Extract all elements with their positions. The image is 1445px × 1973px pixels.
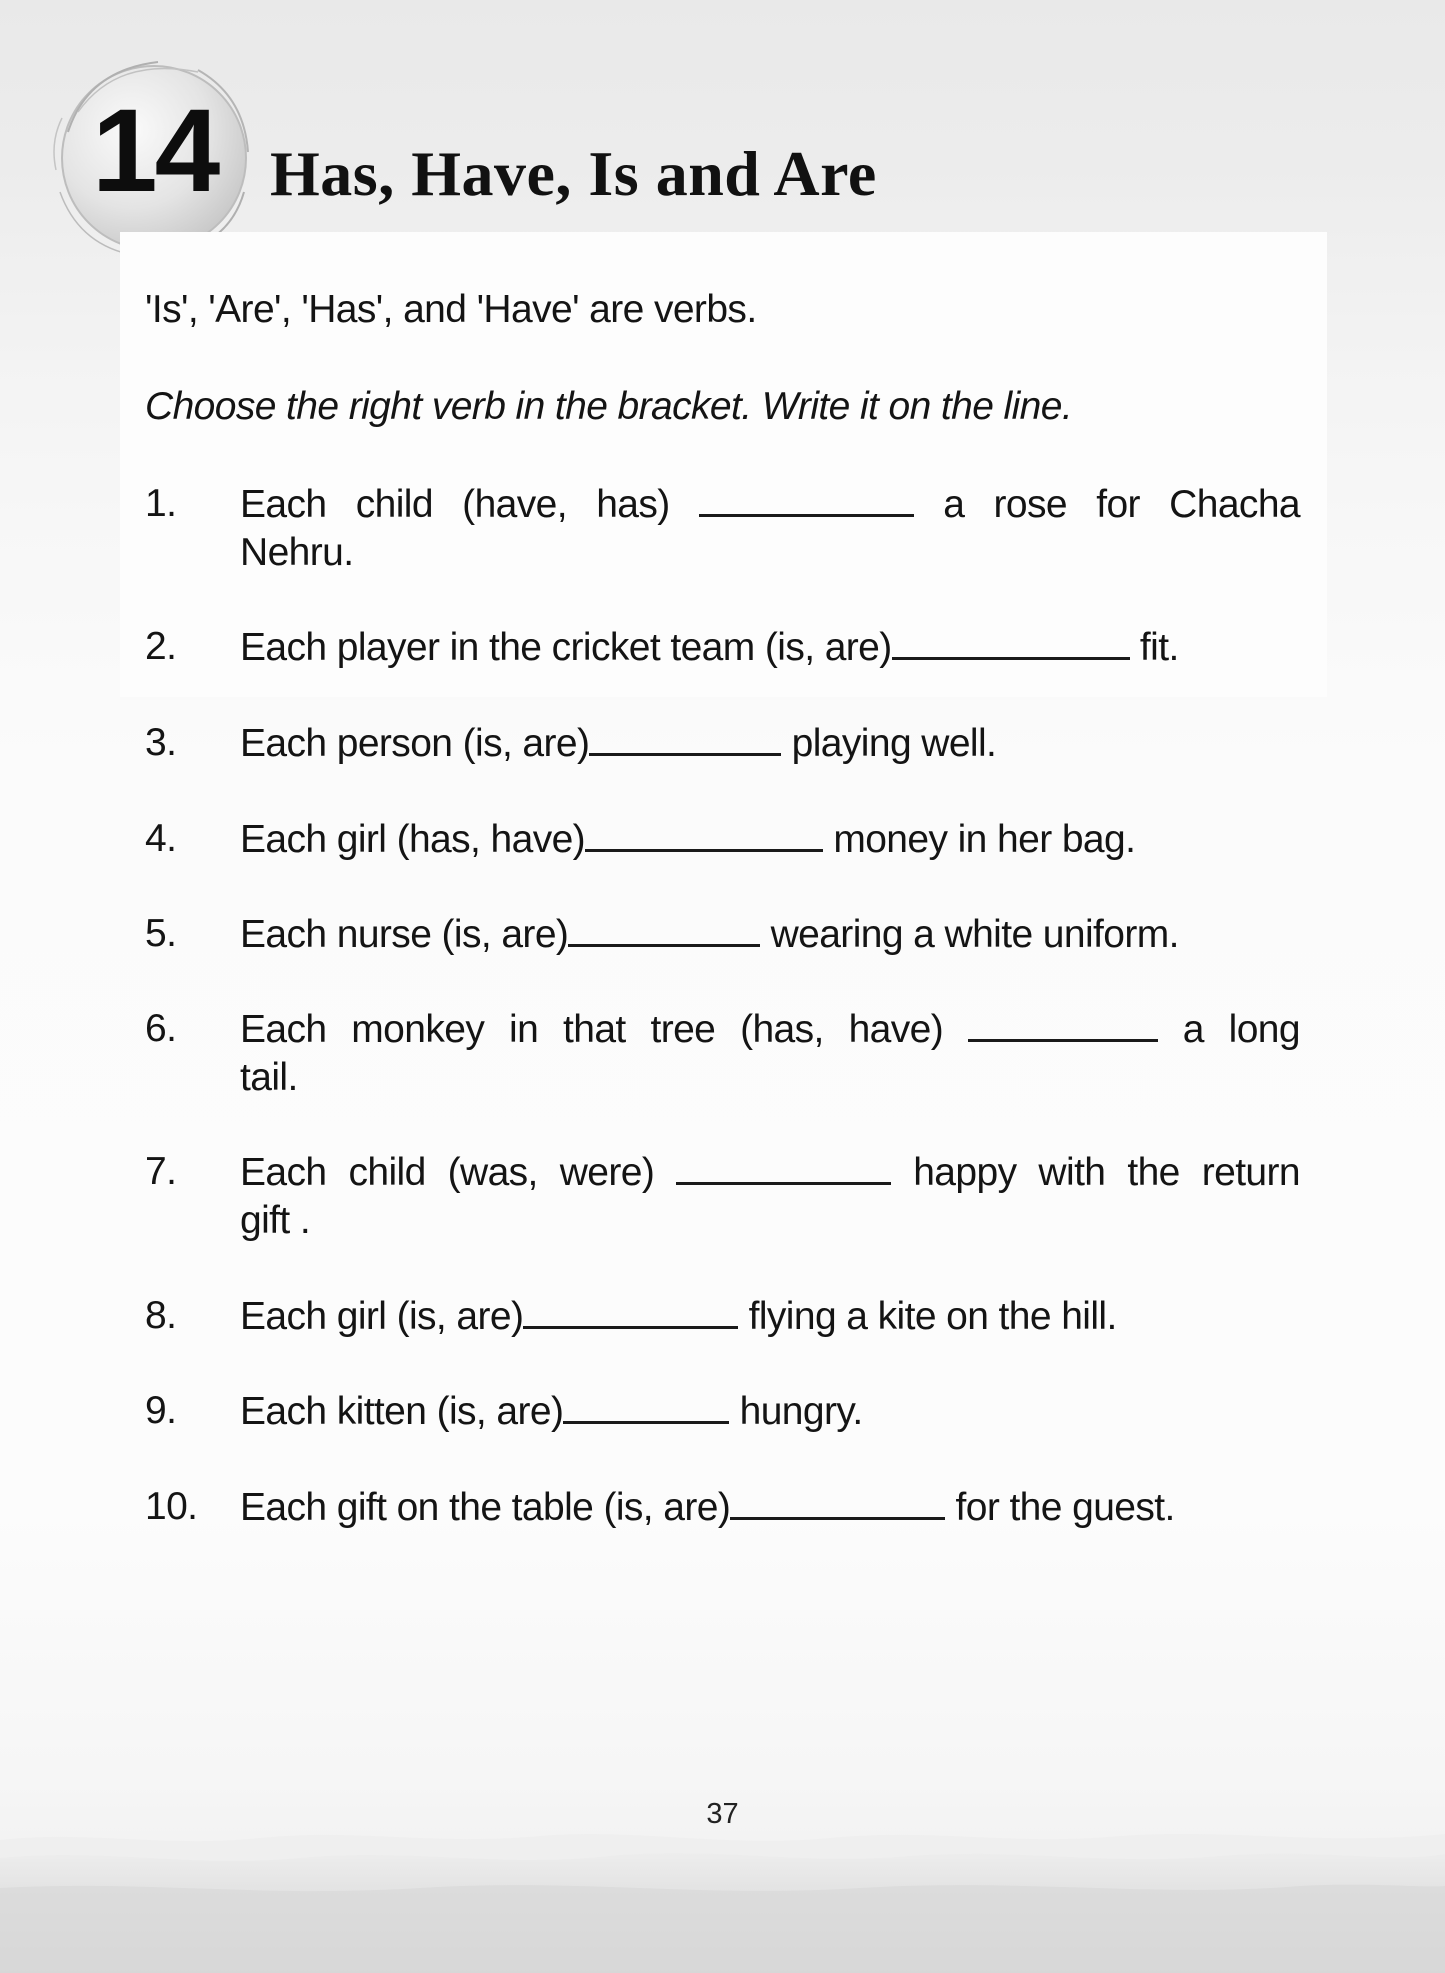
question-continuation: tail. — [240, 1056, 298, 1099]
answer-blank[interactable] — [568, 910, 760, 947]
lesson-title: Has, Have, Is and Are — [270, 138, 877, 209]
question-item — [145, 1387, 1300, 1436]
question-item — [145, 719, 1300, 768]
question-item — [145, 1005, 1300, 1102]
question-item — [145, 1483, 1300, 1532]
answer-blank[interactable] — [589, 719, 781, 756]
question-number: 10. — [145, 1485, 198, 1528]
question-text: Each nurse (is, are) — [240, 913, 569, 956]
question-continuation: gift . — [240, 1199, 311, 1242]
question-item — [145, 480, 1300, 577]
question-text-after: fit. — [1139, 626, 1179, 669]
question-text-after: happy with the return — [913, 1151, 1300, 1194]
question-text-after: wearing a white uniform. — [770, 913, 1179, 956]
question-text-after: flying a kite on the hill. — [748, 1295, 1117, 1338]
question-number: 6. — [145, 1007, 177, 1050]
answer-blank[interactable] — [730, 1483, 945, 1520]
lesson-number: 14 — [92, 85, 218, 217]
question-text-after: for the guest. — [955, 1486, 1175, 1529]
question-text: Each gift on the table (is, are) — [240, 1486, 731, 1529]
question-number: 2. — [145, 625, 177, 668]
answer-blank[interactable] — [523, 1292, 738, 1329]
question-number: 5. — [145, 912, 177, 955]
answer-blank[interactable] — [585, 815, 823, 852]
question-text: Each girl (has, have) — [240, 818, 586, 861]
question-item — [145, 815, 1300, 864]
answer-blank[interactable] — [968, 1005, 1158, 1042]
page-number: 37 — [706, 1798, 739, 1830]
question-number: 3. — [145, 721, 177, 764]
question-text-after: money in her bag. — [833, 818, 1136, 861]
question-number: 4. — [145, 817, 177, 860]
answer-blank[interactable] — [563, 1387, 729, 1424]
question-continuation: Nehru. — [240, 531, 354, 574]
question-item — [145, 623, 1300, 672]
question-text-after: a rose for Chacha — [943, 483, 1300, 526]
question-text-after: playing well. — [791, 722, 997, 765]
intro-text: 'Is', 'Are', 'Has', and 'Have' are verbs. — [145, 288, 757, 331]
instruction-text: Choose the right verb in the bracket. Write it on the line. — [145, 385, 1073, 428]
answer-blank[interactable] — [676, 1148, 891, 1185]
question-text: Each child (have, has) — [240, 483, 670, 526]
question-text: Each child (was, were) — [240, 1151, 655, 1194]
question-text: Each player in the cricket team (is, are) — [240, 626, 892, 669]
question-number: 7. — [145, 1150, 177, 1193]
question-text: Each person (is, are) — [240, 722, 590, 765]
question-number: 1. — [145, 482, 177, 525]
question-text: Each girl (is, are) — [240, 1295, 524, 1338]
question-text-after: a long — [1182, 1008, 1300, 1051]
question-text: Each monkey in that tree (has, have) — [240, 1008, 944, 1051]
question-item — [145, 1148, 1300, 1245]
question-item — [145, 910, 1300, 959]
answer-blank[interactable] — [892, 623, 1130, 660]
answer-blank[interactable] — [699, 480, 914, 517]
question-text-after: hungry. — [739, 1390, 863, 1433]
bottom-wave-decoration — [0, 1818, 1445, 1973]
question-item — [145, 1292, 1300, 1341]
question-number: 9. — [145, 1389, 177, 1432]
question-number: 8. — [145, 1294, 177, 1337]
question-text: Each kitten (is, are) — [240, 1390, 564, 1433]
